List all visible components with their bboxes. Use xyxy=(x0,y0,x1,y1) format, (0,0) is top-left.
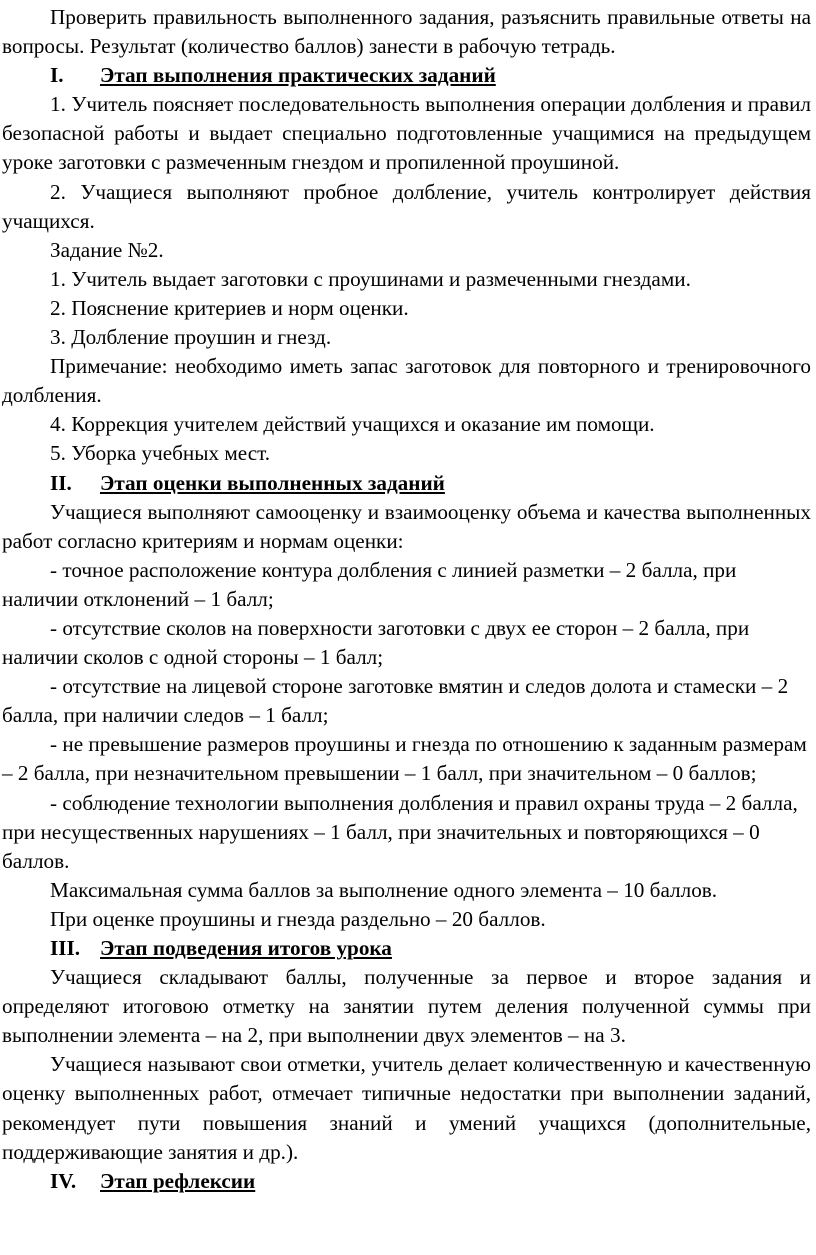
section-number: I. xyxy=(50,63,64,88)
list-item: 3. Долбление проушин и гнезд. xyxy=(50,325,332,350)
task-label: Задание №2. xyxy=(50,237,164,262)
section-number: III. xyxy=(50,936,81,960)
paragraph: 2. Учащиеся выполняют пробное долбление, учитель контролирует действия учащихся. xyxy=(2,179,811,233)
criterion-item: - соблюдение технологии выполнения долбления и правил охраны труда – 2 балла, при несущественных нарушениях – 1 балл, при значительных и повторяющихся – 0 баллов. xyxy=(2,790,798,873)
section-title: Этап выполнения практических заданий xyxy=(100,63,496,88)
list-item: 1. Учитель выдает заготовки с проушинами и размеченными гнездами. xyxy=(50,266,691,291)
section-number: IV. xyxy=(50,1168,77,1193)
section-number: II. xyxy=(50,470,72,495)
criterion-item: - отсутствие сколов на поверхности заготовки с двух ее сторон – 2 балла, при наличии сколов с одной стороны – 1 балл; xyxy=(2,615,750,670)
list-item: 5. Уборка учебных мест. xyxy=(50,441,271,466)
section-title: Этап оценки выполненных заданий xyxy=(100,470,445,495)
list-item: 4. Коррекция учителем действий учащихся и оказание им помощи. xyxy=(50,412,655,437)
paragraph: 1. Учитель поясняет последовательность выполнения операции долбления и правил безопасной работы и выдает специально подготовленные учащимися на предыдущем уроке заготовки с размеченным гнездом и пропиленной проушиной. xyxy=(2,92,811,175)
paragraph: Учащиеся складывают баллы, полученные за первое и второе задания и определяют итоговою отметку на занятии путем деления полученной суммы при выполнении элемента – на 2, при выполнении двух элементов – на 3. xyxy=(2,965,811,1048)
list-item: 2. Пояснение критериев и норм оценки. xyxy=(50,295,409,320)
paragraph: Учащиеся называют свои отметки, учитель делает количественную и качественную оценку выполненных работ, отмечает типичные недостатки при выполнении заданий, рекомендует пути повышения знаний и умений учащихся (дополнительные, поддерживающие занятия и др.). xyxy=(2,1052,811,1164)
paragraph: Максимальная сумма баллов за выполнение одного элемента – 10 баллов. xyxy=(50,877,718,902)
criterion-item: - отсутствие на лицевой стороне заготовке вмятин и следов долота и стамески – 2 балла, при наличии следов – 1 балл; xyxy=(2,674,789,728)
section-title: Этап подведения итогов урока xyxy=(100,936,392,960)
section-heading-2 xyxy=(2,469,811,498)
criterion-item: - не превышение размеров проушины и гнезда по отношению к заданным размерам – 2 балла, при незначительном превышении – 1 балл, при значительном – 0 баллов; xyxy=(2,732,807,786)
section-heading-4 xyxy=(2,1167,811,1196)
criterion-item: - точное расположение контура долбления с линией разметки – 2 балла, при наличии отклонений – 1 балл; xyxy=(2,557,737,611)
note-paragraph: Примечание: необходимо иметь запас заготовок для повторного и тренировочного долбления. xyxy=(2,354,811,408)
intro-paragraph: Проверить правильность выполненного задания, разъяснить правильные ответы на вопросы. Результат (количество баллов) занести в рабочую тетрадь. xyxy=(2,5,811,59)
paragraph: При оценке проушины и гнезда раздельно – 20 баллов. xyxy=(50,906,546,931)
section-heading-3 xyxy=(2,934,811,963)
section-title: Этап рефлексии xyxy=(100,1168,256,1193)
paragraph: Учащиеся выполняют самооценку и взаимооценку объема и качества выполненных работ согласно критериям и нормам оценки: xyxy=(2,499,811,553)
section-heading-1 xyxy=(2,61,811,90)
